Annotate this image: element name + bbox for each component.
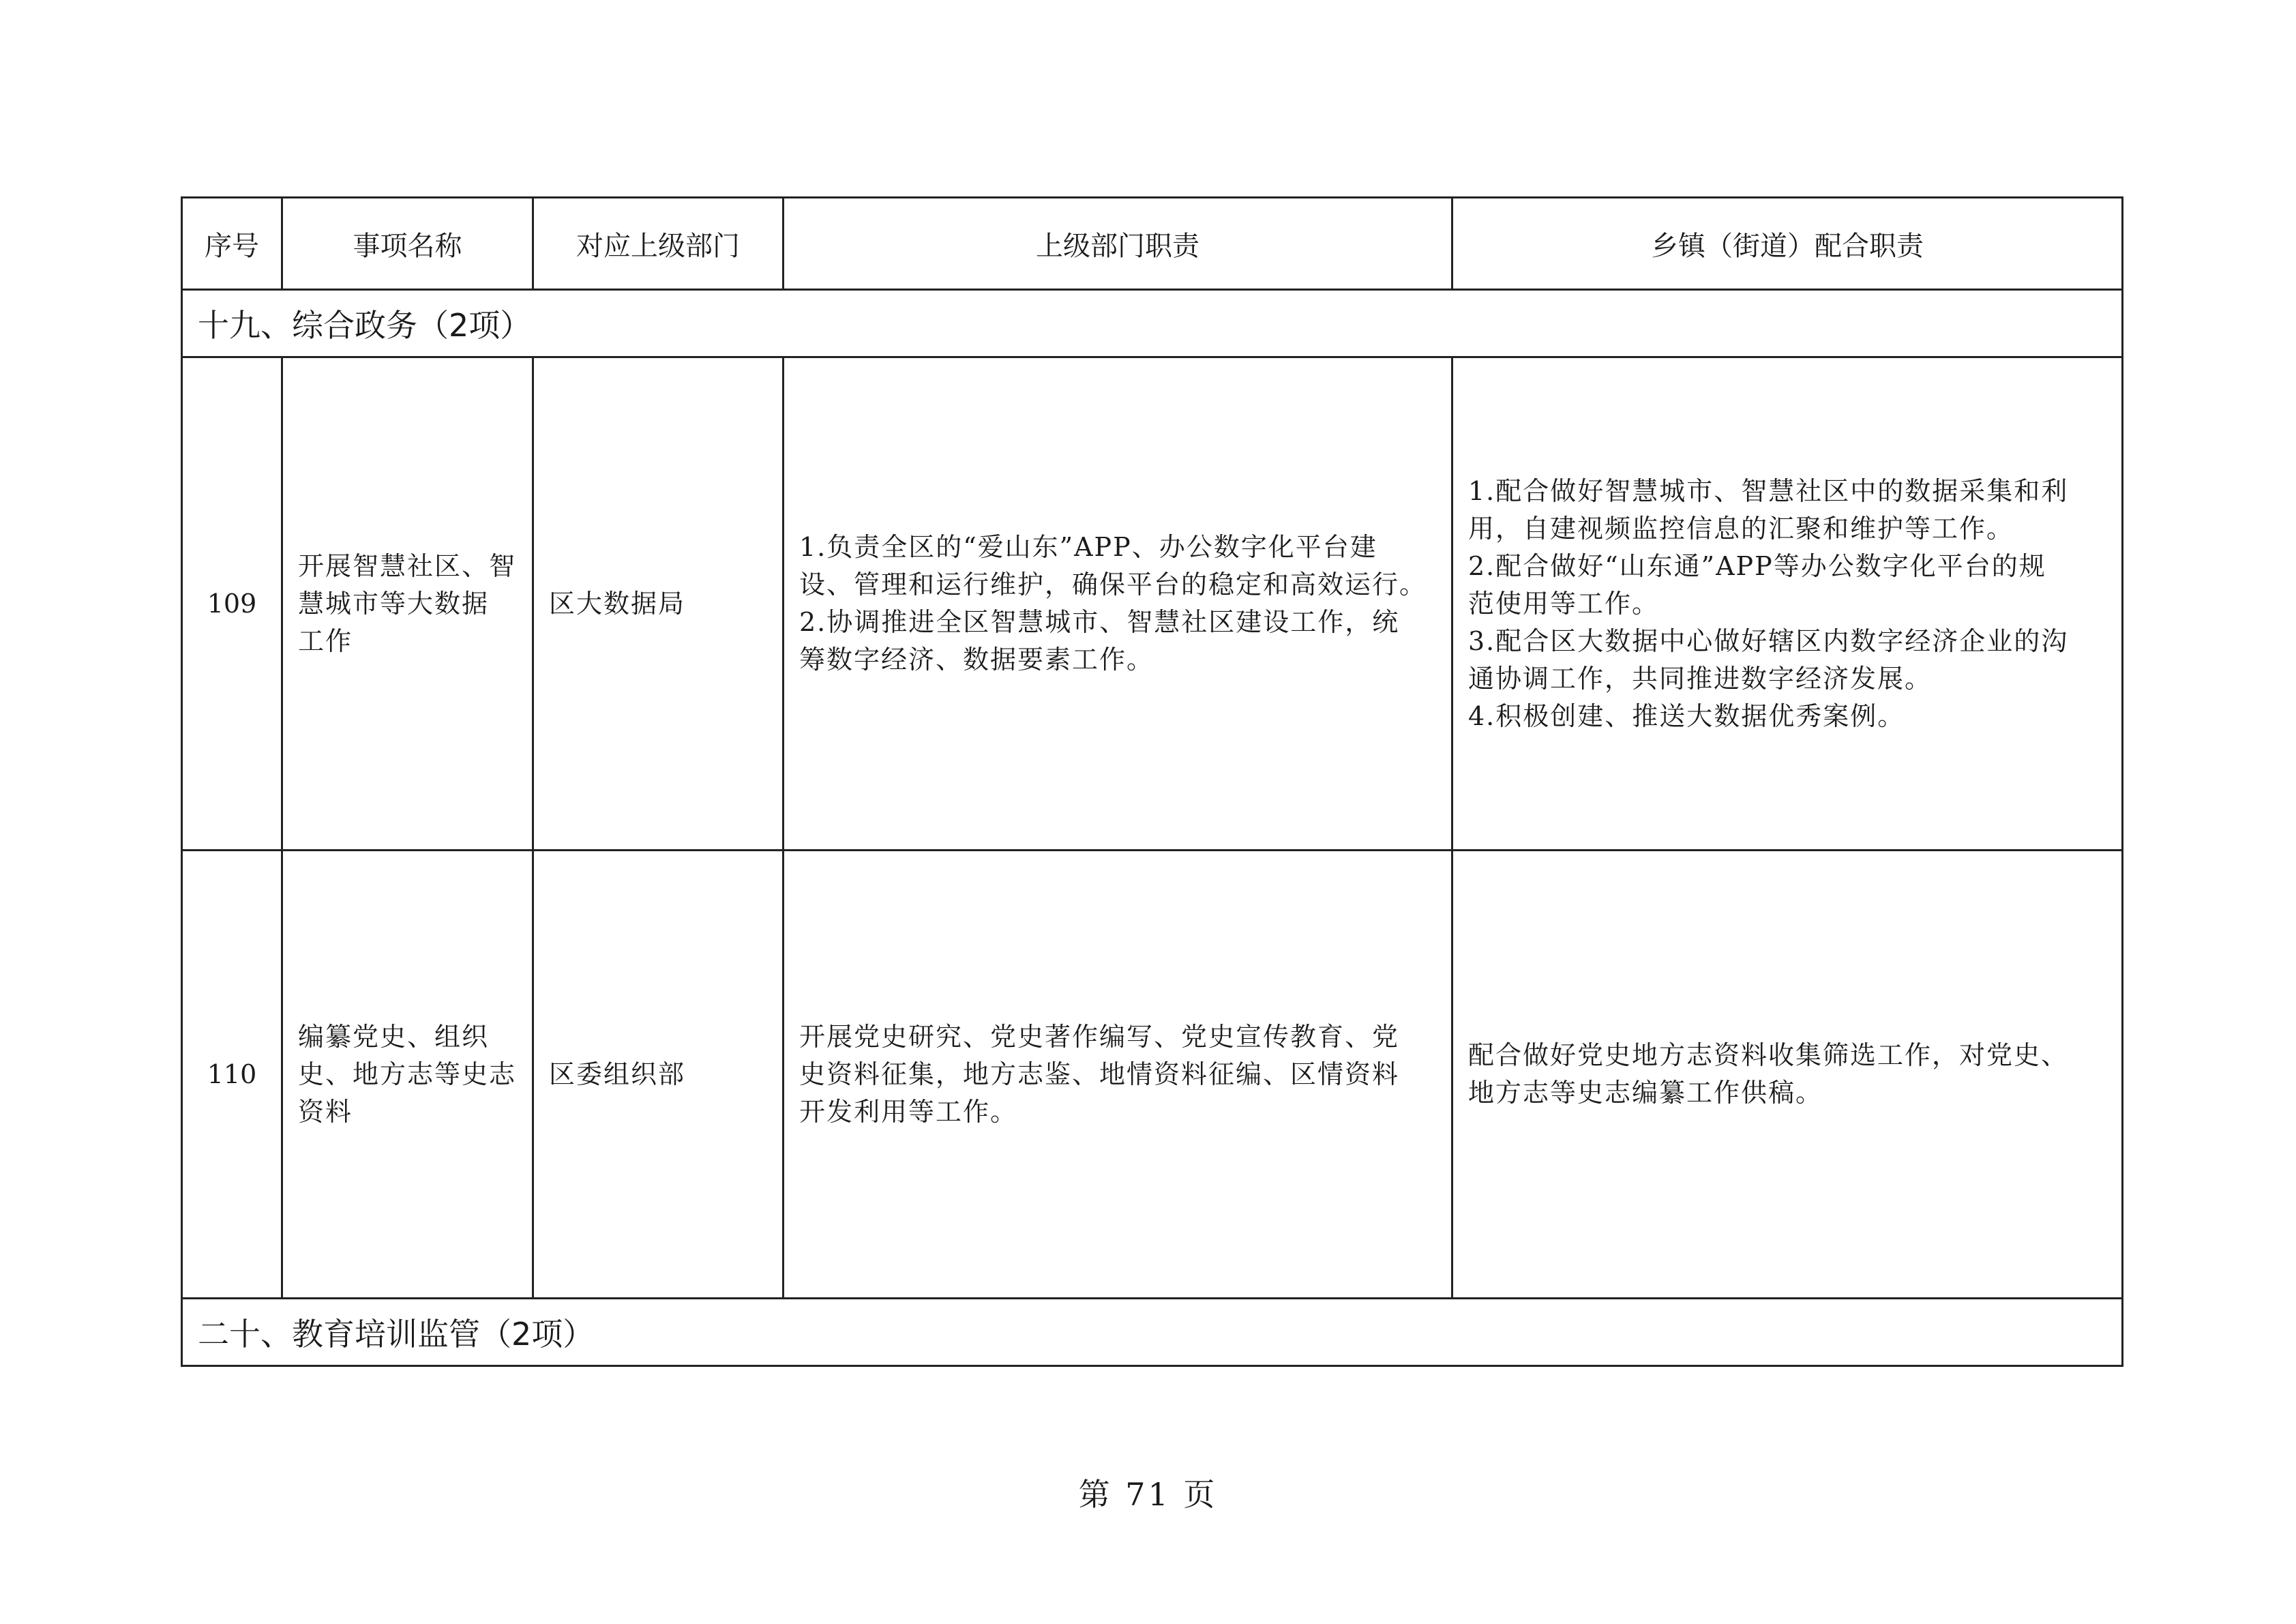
row-dept: 区委组织部 [533,851,784,1299]
superior-duty-line: 开发利用等工作。 [799,1096,1018,1127]
superior-duty-line: 设、管理和运行维护，确保平台的稳定和高效运行。 [799,570,1427,600]
header-township-duty: 乡镇（街道）配合职责 [1452,198,2123,290]
duty-table [181,196,2123,1367]
header-row [182,198,2123,290]
item-name-line: 编纂党史、组织 [298,1021,490,1052]
township-duty-line: 1.配合做好智慧城市、智慧社区中的数据采集和利 [1468,475,2069,506]
superior-duty-line: 1.负责全区的“爱山东”APP、办公数字化平台建 [799,532,1377,562]
row-superior-duty [784,357,1452,851]
item-name-line: 资料 [298,1096,353,1127]
township-duty-line: 用，自建视频监控信息的汇聚和维护等工作。 [1468,513,2014,544]
table-row [182,357,2123,851]
item-name-line: 史、地方志等史志 [298,1059,517,1089]
table-row [182,851,2123,1299]
superior-duty-line: 筹数字经济、数据要素工作。 [799,645,1154,675]
row-dept: 区大数据局 [533,357,784,851]
section-row [182,1299,2123,1366]
superior-duty-line: 2.协调推进全区智慧城市、智慧社区建设工作，统 [799,607,1400,637]
header-seq: 序号 [182,198,282,290]
township-duty-line: 2.配合做好“山东通”APP等办公数字化平台的规 [1468,550,2046,581]
row-superior-duty [784,851,1452,1299]
row-township-duty [1452,357,2123,851]
township-duty-line: 4.积极创建、推送大数据优秀案例。 [1468,700,1905,731]
superior-duty-line: 史资料征集，地方志鉴、地情资料征编、区情资料 [799,1059,1400,1089]
township-duty-line: 范使用等工作。 [1468,588,1660,619]
item-name-line: 慧城市等大数据 [298,588,490,619]
section-row [182,290,2123,357]
township-duty-line: 地方志等史志编纂工作供稿。 [1468,1078,1823,1108]
row-township-duty [1452,851,2123,1299]
row-seq: 110 [182,851,282,1299]
header-item-name: 事项名称 [282,198,533,290]
superior-duty-line: 开展党史研究、党史著作编写、党史宣传教育、党 [799,1021,1400,1052]
township-duty-line: 3.配合区大数据中心做好辖区内数字经济企业的沟 [1468,625,2069,656]
item-name-line: 开展智慧社区、智 [298,550,517,581]
row-item-name [282,357,533,851]
township-duty-line: 配合做好党史地方志资料收集筛选工作，对党史、 [1468,1040,2069,1070]
township-duty-line: 通协调工作，共同推进数字经济发展。 [1468,663,1933,694]
header-superior-duty: 上级部门职责 [784,198,1452,290]
row-seq: 109 [182,357,282,851]
item-name-line: 工作 [298,625,353,656]
row-item-name [282,851,533,1299]
header-superior-dept: 对应上级部门 [533,198,784,290]
section-title-19: 十九、综合政务（2项） [182,290,2123,357]
page-number: 第 71 页 [1078,1476,1218,1513]
section-title-20: 二十、教育培训监管（2项） [182,1299,2123,1366]
